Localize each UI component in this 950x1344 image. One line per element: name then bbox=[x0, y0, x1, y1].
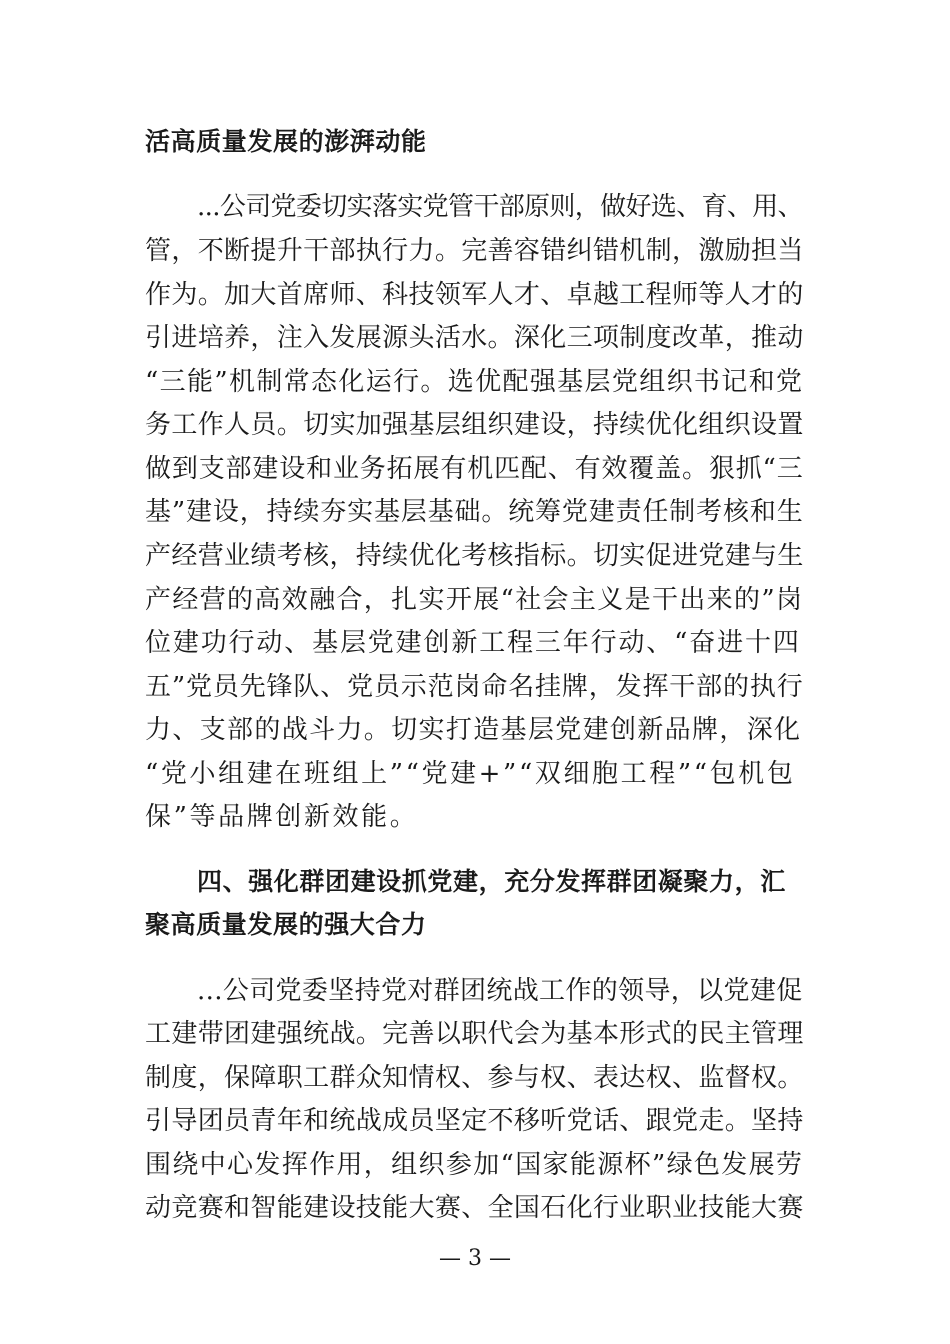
paragraph-line: “三能”机制常态化运行。选优配强基层党组织书记和党 bbox=[145, 367, 804, 397]
paragraph-line: 保”等品牌创新效能。 bbox=[145, 802, 419, 832]
paragraph-line: 产经营的高效融合，扎实开展“社会主义是干出来的”岗 bbox=[145, 585, 804, 615]
paragraph-line: 做到支部建设和业务拓展有机匹配、有效覆盖。狠抓“三 bbox=[145, 454, 804, 484]
paragraph-line: 制度，保障职工群众知情权、参与权、表达权、监督权。 bbox=[145, 1063, 804, 1093]
paragraph-line: 引导团员青年和统战成员坚定不移听党话、跟党走。坚持 bbox=[145, 1106, 804, 1136]
paragraph-line: 基”建设，持续夯实基层基础。统筹党建责任制考核和生 bbox=[145, 497, 804, 527]
heading-line: 聚高质量发展的强大合力 bbox=[145, 910, 427, 939]
paragraph-line: 产经营业绩考核，持续优化考核指标。切实促进党建与生 bbox=[145, 541, 804, 571]
page-number: — 3 — bbox=[439, 1246, 511, 1271]
paragraph-line: 作为。加大首席师、科技领军人才、卓越工程师等人才的 bbox=[145, 280, 804, 310]
paragraph-line: 务工作人员。切实加强基层组织建设，持续优化组织设置 bbox=[145, 410, 804, 440]
paragraph-line: 围绕中心发挥作用，组织参加“国家能源杯”绿色发展劳 bbox=[145, 1150, 804, 1180]
paragraph-line: 管，不断提升干部执行力。完善容错纠错机制，激励担当 bbox=[145, 236, 804, 266]
paragraph-line: ...公司党委切实落实党管干部原则，做好选、育、用、 bbox=[197, 192, 803, 222]
paragraph-line: 工建带团建强统战。完善以职代会为基本形式的民主管理 bbox=[145, 1019, 804, 1049]
paragraph-line: 五”党员先锋队、党员示范岗命名挂牌，发挥干部的执行 bbox=[145, 672, 804, 702]
paragraph-line: 动竞赛和智能建设技能大赛、全国石化行业职业技能大赛 bbox=[145, 1193, 804, 1223]
paragraph-line: 力、支部的战斗力。切实打造基层党建创新品牌，深化 bbox=[145, 715, 802, 745]
paragraph-line: 位建功行动、基层党建创新工程三年行动、“奋进十四 bbox=[145, 628, 801, 658]
section-heading-continuation: 活高质量发展的澎湃动能 bbox=[145, 127, 427, 156]
paragraph-line: “党小组建在班组上”“党建+”“双细胞工程”“包机包 bbox=[145, 759, 796, 789]
paragraph-line: 引进培养，注入发展源头活水。深化三项制度改革，推动 bbox=[145, 323, 804, 353]
paragraph-line: ...公司党委坚持党对群团统战工作的领导，以党建促 bbox=[197, 976, 803, 1006]
heading-line: 四、强化群团建设抓党建，充分发挥群团凝聚力，汇 bbox=[197, 867, 786, 896]
